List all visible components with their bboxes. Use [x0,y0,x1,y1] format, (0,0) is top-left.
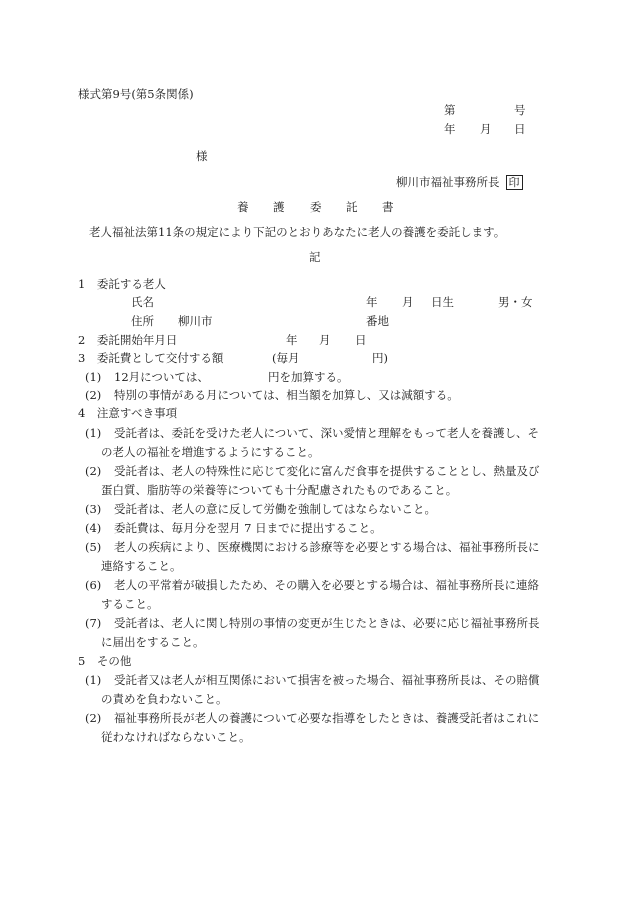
seal-stamp: 印 [506,175,523,190]
name-label: 氏名 [131,295,154,309]
title-char: 養 [237,200,249,214]
doc-number-dai: 第 [444,103,456,117]
date-month: 月 [480,122,492,136]
issuer-line [396,175,523,190]
address-label: 住所 [131,314,154,328]
title-char: 護 [273,200,285,214]
section2-heading: 2 委託開始年月日 [78,333,178,347]
s4-item-line: 蛋白質、脂肪等の栄養等についても十分配慮されたものであること。 [101,483,458,497]
s4-item-num: (5) [85,540,102,554]
section1-heading: 1 委託する老人 [78,277,166,291]
s4-item-num: (6) [85,578,102,592]
s4-item-line: 老人の平常着が破損したため、その購入を必要とする場合は、福祉事務所長に連絡 [114,578,540,592]
date-day: 日 [514,122,526,136]
s4-item-line: すること。 [101,597,159,611]
s5-item-num: (1) [85,673,102,687]
ki-label: 記 [309,250,321,264]
doc-number-gou: 号 [514,103,526,117]
monthly-open: (毎月 [272,351,300,365]
address-banchi: 番地 [366,314,389,328]
s4-item-line: 受託者は、老人に関し特別の事情の変更が生じたときは、必要に応じ福祉事務所長 [114,616,540,630]
s4-item-line: 受託者は、老人の意に反して労働を強制してはならないこと。 [114,502,436,516]
s3-item2: 特別の事情がある月については、相当額を加算し、又は減額する。 [114,388,459,402]
s3-item1-b: 円を加算する。 [268,370,349,384]
s4-item-line: 受託者は、老人の特殊性に応じて変化に富んだ食事を提供することとし、熱量及び [114,464,540,478]
addressee-sama: 様 [196,149,208,163]
monthly-close: 円) [372,351,388,365]
title-char: 託 [346,200,358,214]
s4-item-num: (1) [85,426,102,440]
s3-item2-num: (2) [85,388,102,402]
s4-item-num: (2) [85,464,102,478]
s4-item-line: 受託者は、委託を受けた老人について、深い愛情と理解をもって老人を養護し、そ [114,426,540,440]
birth-month: 月 [402,295,414,309]
s4-item-num: (7) [85,616,102,630]
s4-item-line: 老人の疾病により、医療機関における診療等を必要とする場合は、福祉事務所長に [114,540,540,554]
start-day: 日 [355,333,367,347]
s4-item-line: 委託費は、毎月分を翌月 7 日までに提出すること。 [114,521,382,535]
s4-item-line: に届出をすること。 [101,635,205,649]
date-year: 年 [444,122,456,136]
s4-item-num: (4) [85,521,102,535]
title-char: 書 [382,200,394,214]
section3-heading: 3 委託費として交付する額 [78,351,224,365]
intro-text: 老人福祉法第11条の規定により下記のとおりあなたに老人の養護を委託します。 [89,225,506,239]
birth-day: 日生 [431,295,454,309]
s5-item-line: 受託者又は老人が相互関係において損害を被った場合、福祉事務所長は、その賠償 [114,673,540,687]
address-city: 柳川市 [178,314,213,328]
s5-item-num: (2) [85,711,102,725]
s5-item-line: の責めを負わないこと。 [101,692,228,706]
title-char: 委 [310,200,322,214]
s4-item-line: 連絡すること。 [101,559,182,573]
start-month: 月 [319,333,331,347]
section5-heading: 5 その他 [78,654,132,668]
s3-item1-a: 12月については、 [114,370,209,384]
s4-item-num: (3) [85,502,102,516]
s5-item-line: 福祉事務所長が老人の養護について必要な指導をしたときは、養護受託者はこれに [114,711,540,725]
issuer-name: 柳川市福祉事務所長 [396,175,500,189]
gender-field: 男・女 [498,295,533,309]
section4-heading: 4 注意すべき事項 [78,406,178,420]
start-year: 年 [286,333,298,347]
s5-item-line: 従わなければならないこと。 [101,730,251,744]
form-number: 様式第9号(第5条関係) [78,87,194,101]
s4-item-line: の老人の福祉を増進するようにすること。 [101,445,320,459]
s3-item1-num: (1) [85,370,102,384]
birth-year: 年 [366,295,378,309]
